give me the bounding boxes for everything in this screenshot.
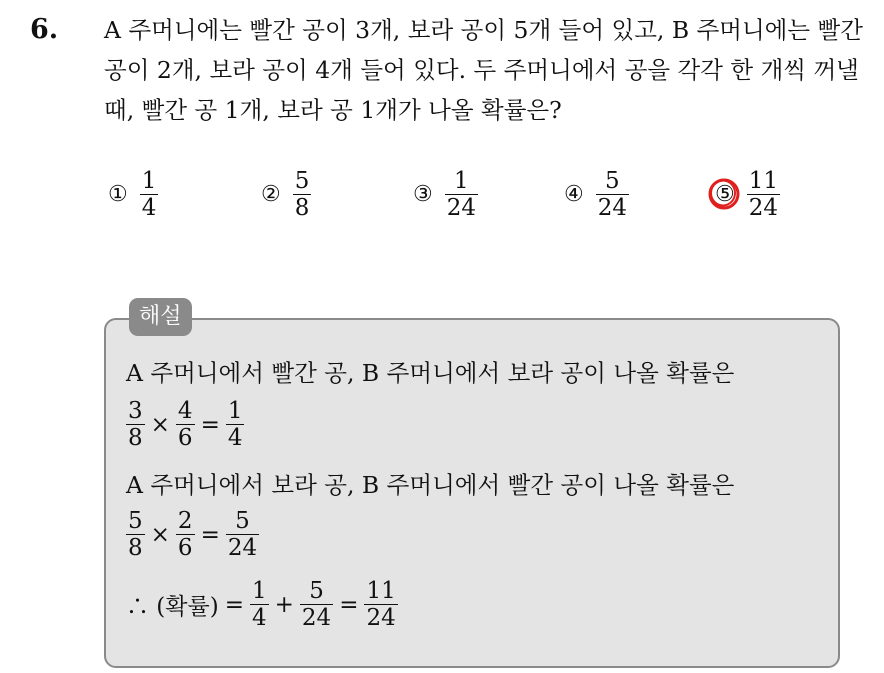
denominator: 24: [301, 605, 332, 631]
solution-line-2: A 주머니에서 보라 공, B 주머니에서 빨간 공이 나올 확률은: [126, 471, 735, 499]
choice-fraction: [445, 168, 478, 221]
numerator: 1: [227, 398, 243, 424]
numerator: 5: [605, 168, 620, 194]
solution-equation-1: [126, 398, 244, 451]
choice-3[interactable]: [413, 168, 478, 221]
operator: =: [200, 411, 220, 438]
numerator: 5: [309, 578, 324, 604]
solution-final: [126, 578, 398, 631]
answer-choices: [108, 168, 808, 228]
denominator: 4: [251, 605, 267, 631]
conclusion-label: ∴ (확률): [126, 594, 219, 620]
choice-mark: ②: [261, 182, 281, 207]
denominator: 8: [128, 425, 143, 451]
choice-fraction: [140, 168, 159, 221]
operator: =: [224, 591, 244, 618]
choice-2[interactable]: [261, 168, 311, 221]
choice-mark: ③: [413, 182, 433, 207]
numerator: 3: [128, 398, 143, 424]
operator: =: [200, 521, 220, 548]
fraction: [126, 398, 145, 451]
denominator: 6: [177, 535, 193, 561]
fraction: [364, 578, 397, 631]
choice-fraction: [747, 168, 780, 221]
denominator: 24: [597, 195, 628, 221]
numerator: 1: [454, 168, 469, 194]
denominator: 8: [294, 195, 310, 221]
numerator: 11: [366, 578, 396, 604]
fraction: [176, 398, 195, 451]
denominator: 4: [227, 425, 243, 451]
choice-mark: [715, 182, 735, 207]
choice-mark-text: ⑤: [715, 182, 735, 207]
numerator: 1: [251, 578, 267, 604]
denominator: 4: [141, 195, 157, 221]
fraction: [250, 578, 269, 631]
fraction: [300, 578, 333, 631]
question-text: A 주머니에는 빨간 공이 3개, 보라 공이 5개 들어 있고, B 주머니에는 빨간 공이 2개, 보라 공이 4개 들어 있다. 두 주머니에서 공을 각각 한 개씩 꺼낼 때, 빨간 공 1개, 보라 공 1개가 나올 확률은?: [104, 16, 863, 124]
operator: =: [339, 591, 359, 618]
denominator: 8: [128, 535, 143, 561]
numerator: 5: [294, 168, 310, 194]
denominator: 24: [366, 605, 396, 631]
operator: +: [274, 591, 294, 618]
numerator: 11: [748, 168, 779, 194]
choice-mark: ④: [564, 182, 584, 207]
denominator: 24: [446, 195, 477, 221]
choice-fraction: [293, 168, 312, 221]
denominator: 24: [748, 195, 779, 221]
operator: ×: [150, 521, 170, 548]
choice-1[interactable]: [108, 168, 158, 221]
operator: ×: [150, 411, 170, 438]
fraction: [226, 508, 259, 561]
denominator: 6: [177, 425, 193, 451]
fraction: [176, 508, 195, 561]
numerator: 5: [235, 508, 250, 534]
numerator: 1: [141, 168, 157, 194]
solution-equation-2: [126, 508, 259, 561]
fraction: [126, 508, 145, 561]
choice-4[interactable]: [564, 168, 629, 221]
solution-label: 해설: [129, 298, 192, 336]
question-number: 6.: [30, 14, 59, 45]
fraction: [226, 398, 245, 451]
numerator: 5: [128, 508, 143, 534]
numerator: 4: [177, 398, 193, 424]
choice-5[interactable]: [715, 168, 780, 221]
numerator: 2: [177, 508, 193, 534]
choice-fraction: [596, 168, 629, 221]
choice-mark: ①: [108, 182, 128, 207]
denominator: 24: [227, 535, 258, 561]
solution-line-1: A 주머니에서 빨간 공, B 주머니에서 보라 공이 나올 확률은: [126, 359, 735, 387]
